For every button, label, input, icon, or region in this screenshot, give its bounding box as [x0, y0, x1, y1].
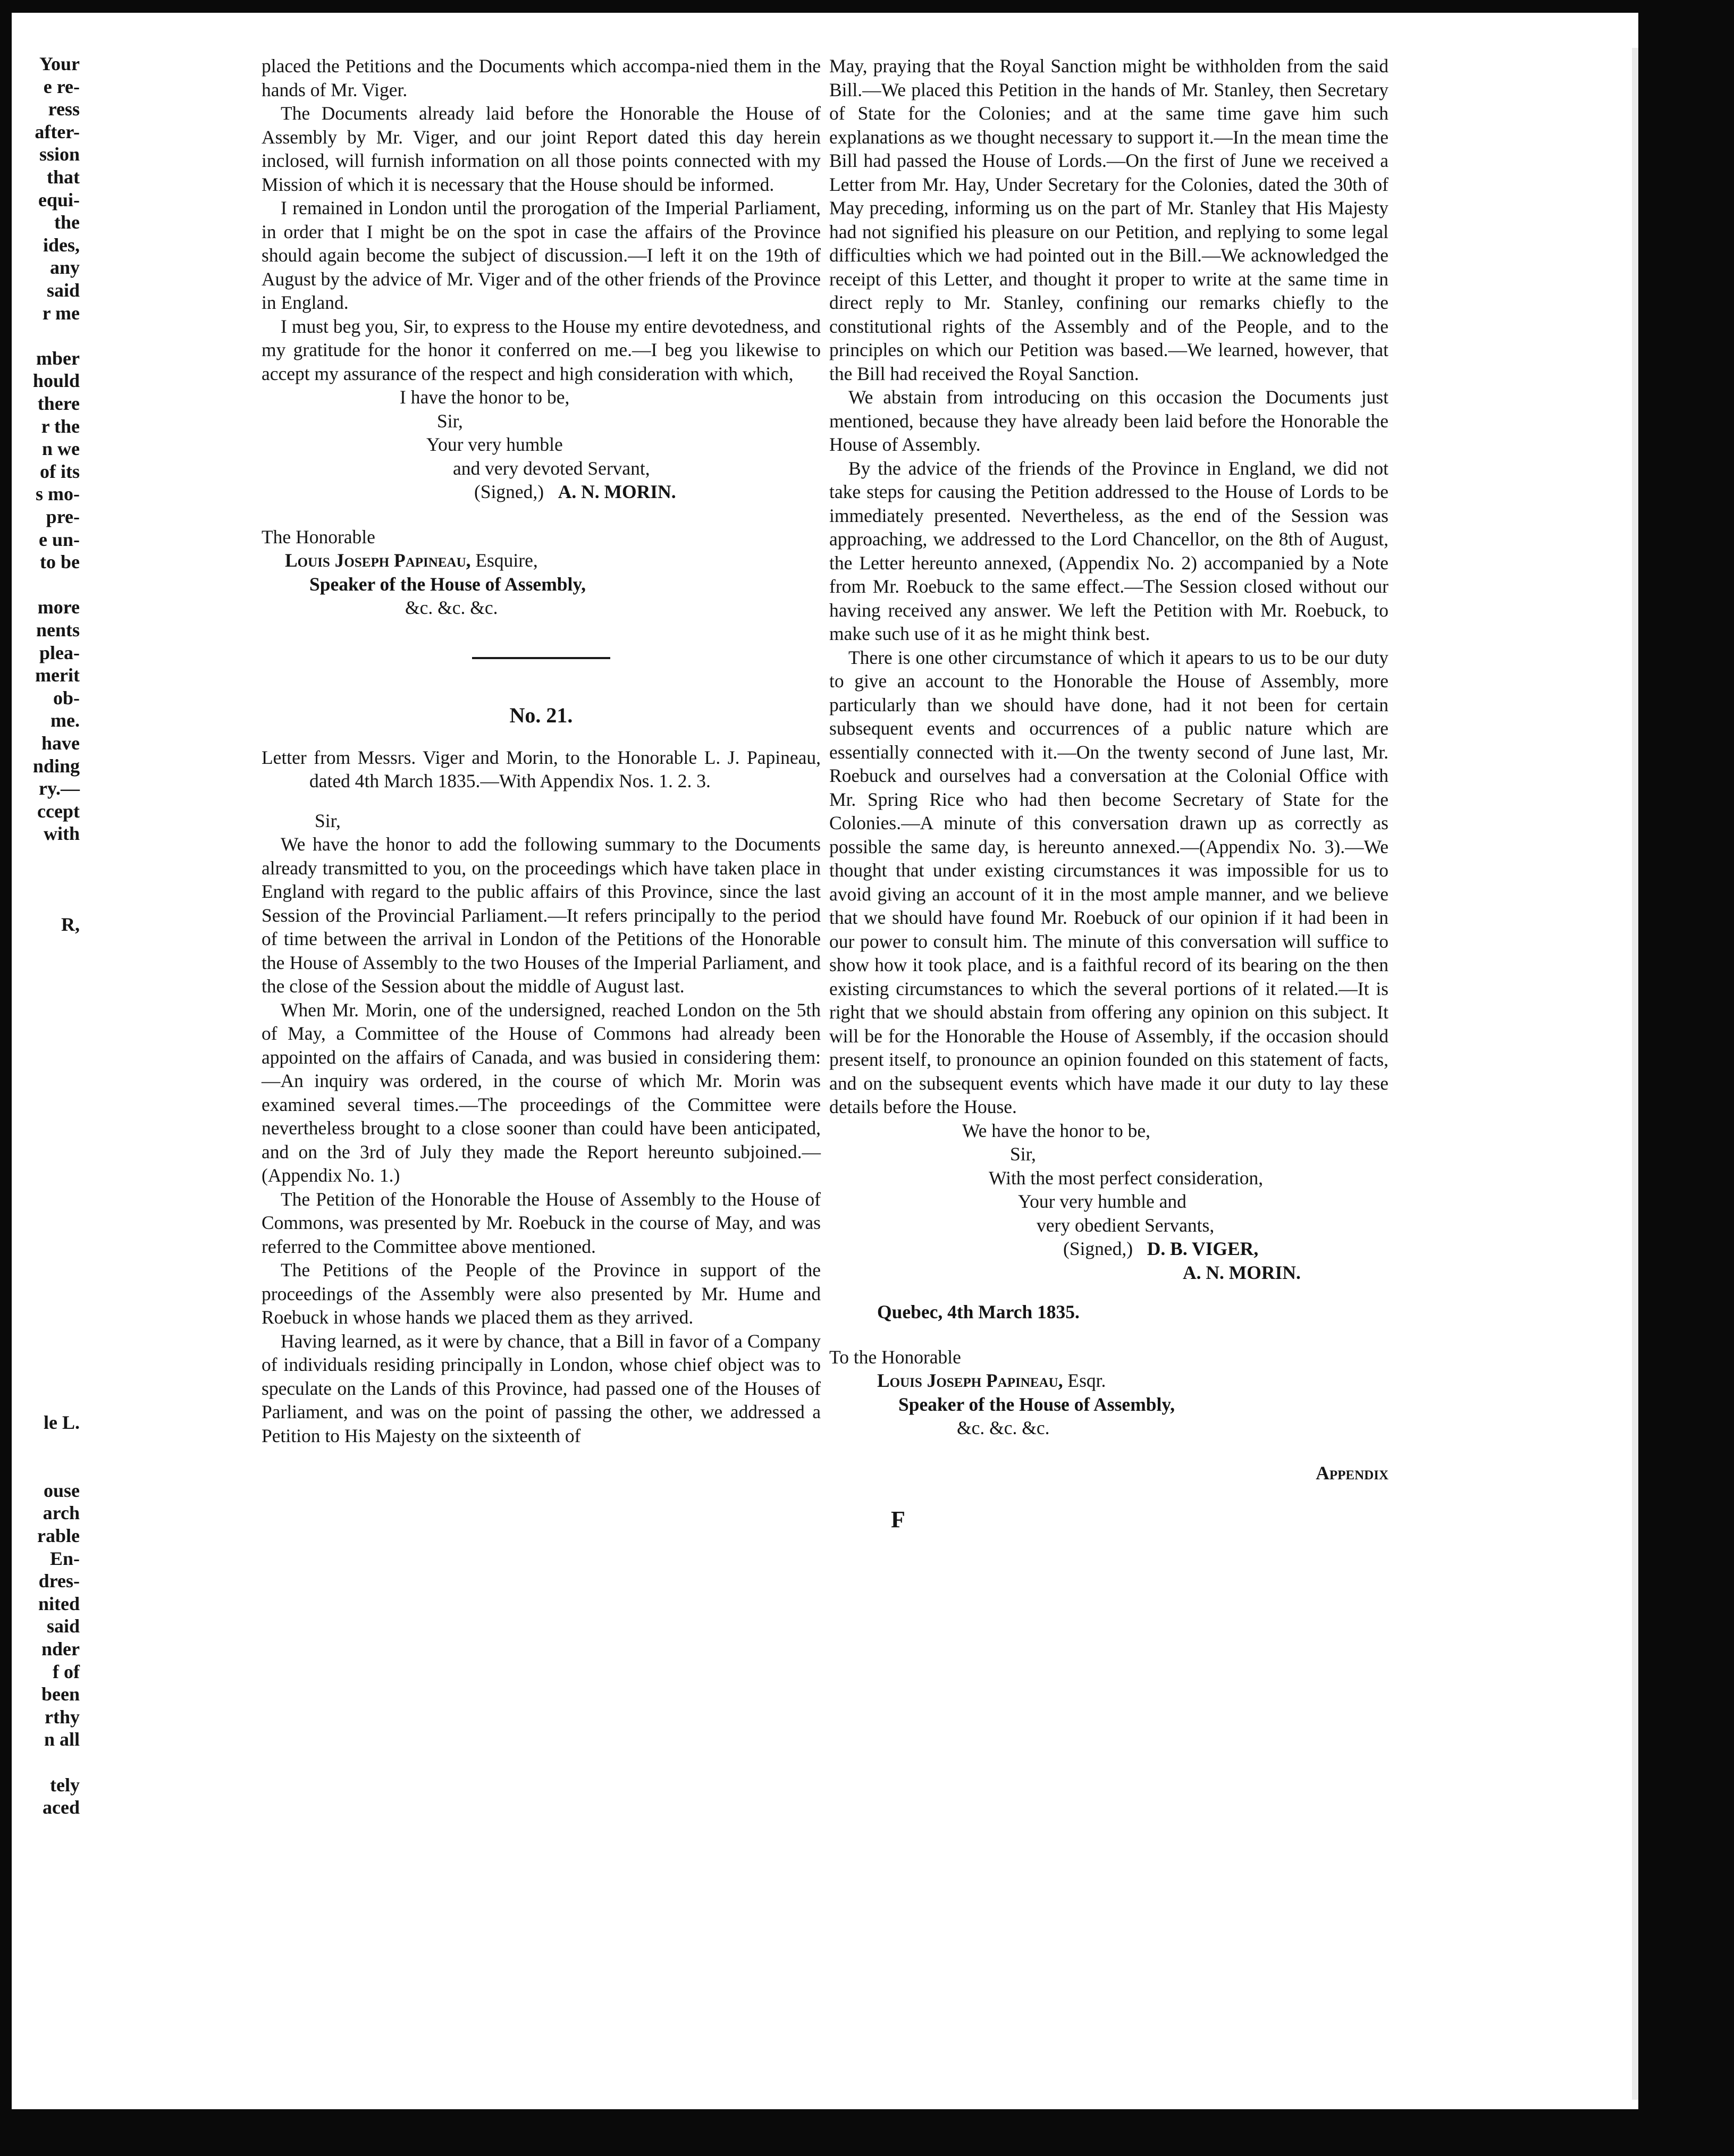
- signer-name: A. N. MORIN.: [1183, 1261, 1301, 1283]
- fragment-text: ssion: [39, 144, 80, 165]
- salutation: Sir,: [315, 810, 341, 831]
- fragment-text: nited: [38, 1593, 80, 1614]
- closing-line: and very devoted Servant,: [453, 457, 650, 479]
- fragment-text: R,: [61, 913, 80, 935]
- fragment-text: the: [54, 212, 80, 233]
- addressee-name: Louis Joseph Papineau,: [877, 1370, 1063, 1391]
- catchword: Appendix: [1316, 1462, 1388, 1484]
- fragment-text: me.: [50, 710, 80, 731]
- fragment-text: En-: [49, 1547, 80, 1569]
- page-edge-shadow: [1632, 48, 1638, 2100]
- fragment-text: of its: [40, 460, 80, 482]
- fragment-text: after-: [35, 121, 80, 142]
- fragment-text: tely: [50, 1774, 80, 1796]
- document-number: No. 21.: [509, 703, 573, 727]
- addressee-name: Louis Joseph Papineau,: [285, 550, 471, 571]
- fragment-text: equi-: [38, 189, 80, 210]
- fragment-text: dres-: [38, 1570, 80, 1592]
- addressee-line: [262, 549, 821, 572]
- paragraph: placed the Petitions and the Documents which accompa-nied them in the hands of Mr. Viger.: [262, 55, 821, 100]
- closing-line: Your very humble: [426, 434, 563, 455]
- fragment-text: that: [47, 166, 80, 188]
- paragraph: I must beg you, Sir, to express to the House my entire devotedness, and my gratitude for the honor it conferred on me.—I beg you likewise to accept my assurance of the respect and high consideration with which,: [262, 315, 821, 384]
- fragment-text: rable: [37, 1525, 80, 1546]
- paragraph: Having learned, as it were by chance, that a Bill in favor of a Company of individuals residing principally in London, whose chief object was to speculate on the Lands of this Province, had passed one of the Houses of Parliament, and was on the point of passing the other, we addressed a Petition to His Majesty on the sixteenth of: [262, 1330, 821, 1446]
- closing-line: Sir,: [437, 410, 463, 432]
- right-column: [829, 54, 1388, 1532]
- paragraph: When Mr. Morin, one of the undersigned, reached London on the 5th of May, a Committee of the House of Commons had already been appointed on the affairs of Canada, and was busied in considering them:—An inquiry was ordered, in the course of which Mr. Morin was examined several times.—The proceedings of the Committee were nevertheless brought to a close sooner than could have been anticipated, and on the 3rd of July they made the Report hereunto subjoined.—(Appendix No. 1.): [262, 999, 821, 1186]
- fragment-text: with: [43, 823, 80, 845]
- addressee-line: &c. &c. &c.: [405, 597, 498, 618]
- fragment-text: nding: [32, 755, 80, 777]
- fragment-text: Your: [39, 53, 80, 74]
- fragment-text: ccept: [37, 800, 80, 822]
- fragment-text: nder: [41, 1638, 80, 1660]
- fragment-text: e un-: [38, 528, 80, 550]
- addressee-line: Speaker of the House of Assembly,: [309, 573, 586, 595]
- signed-label: (Signed,): [474, 481, 544, 502]
- fragment-text: f of: [53, 1661, 80, 1682]
- fragment-text: r the: [41, 415, 80, 437]
- fragment-text: ides,: [43, 234, 80, 256]
- fragment-text: ouse: [43, 1479, 80, 1501]
- closing-line: We have the honor to be,: [962, 1119, 1150, 1141]
- fragment-text: mber: [36, 347, 80, 369]
- paragraph: May, praying that the Royal Sanction might be withholden from the said Bill.—We placed this Petition in the hands of Mr. Stanley, then Secretary of State for the Colonies; and at the same time gave him such explanations as we thought necessary to support it.—In the mean time the Bill had passed the House of Lords.—On the first of June we received a Letter from Mr. Hay, Under Secretary for the Colonies, dated the 30th of May preceding, informing us on the part of Mr. Stanley that His Majesty had not signified his pleasure on our Petition, and replying to some legal difficulties which we had pointed out in the Bill.—We acknowledged the receipt of this Letter, and thought it proper to write at the same time in direct reply to Mr. Stanley, confining our remarks chiefly to the constitutional rights of the Assembly and of the People, and to the principles on which our Petition was based.—We learned, however, that the Bill had received the Royal Sanction.: [829, 55, 1388, 384]
- signed-label: (Signed,): [1063, 1238, 1133, 1259]
- fragment-text: nents: [36, 619, 80, 641]
- fragment-text: more: [37, 596, 80, 618]
- paragraph: I remained in London until the prorogation of the Imperial Parliament, in order that I might be on the spot in case the affairs of the Province should again become the subject of discussion.—I left it on the 19th of August by the advice of Mr. Viger and of the other friends of the Province in England.: [262, 197, 821, 313]
- fragment-text: r me: [42, 302, 80, 324]
- fragment-text: to be: [40, 551, 80, 573]
- fragment-text: le L.: [44, 1412, 80, 1433]
- addressee-title: Esquire,: [475, 550, 538, 571]
- signature-mark: F: [891, 1506, 905, 1532]
- fragment-text: aced: [43, 1797, 80, 1818]
- fragment-text: ry.—: [39, 778, 80, 799]
- fragment-text: plea-: [39, 642, 80, 663]
- addressee-line: Speaker of the House of Assembly,: [898, 1393, 1175, 1415]
- fragment-text: arch: [43, 1502, 80, 1524]
- fragment-text: hould: [32, 370, 80, 392]
- addressee-line: [829, 1369, 1388, 1393]
- paragraph: We have the honor to add the following summary to the Documents already transmitted to you, on the proceedings which have taken place in England with regard to the public affairs of this Province, since the last Session of the Provincial Parliament.—It refers principally to the period of time between the arrival in London of the Petitions of the Honorable the House of Assembly to the two Houses of the Imperial Parliament, and the close of the Session about the middle of August last.: [262, 833, 821, 997]
- addressee-line: &c. &c. &c.: [957, 1417, 1050, 1438]
- left-column: [262, 54, 821, 1447]
- fragment-text: ress: [48, 98, 80, 120]
- signature-line: [829, 1237, 1388, 1261]
- fragment-text: n we: [42, 438, 80, 460]
- fragment-text: have: [41, 732, 80, 754]
- fragment-text: any: [49, 257, 80, 279]
- scan-left-border: [0, 13, 12, 2109]
- fragment-text: merit: [35, 664, 80, 686]
- paragraph: The Petitions of the People of the Province in support of the proceedings of the Assembly were also presented by Mr. Hume and Roebuck in whose hands we placed them as they arrived.: [262, 1259, 821, 1328]
- fragment-text: ob-: [53, 687, 80, 709]
- paragraph: We abstain from introducing on this occasion the Documents just mentioned, because they have already been laid before the Honorable the House of Assembly.: [829, 386, 1388, 455]
- addressee-line: To the Honorable: [829, 1346, 961, 1368]
- fragment-text: n all: [44, 1729, 80, 1750]
- fragment-text: e re-: [43, 75, 80, 97]
- closing-line: very obedient Servants,: [1037, 1214, 1215, 1236]
- closing-line: I have the honor to be,: [400, 386, 570, 408]
- scan-right-border: [1638, 13, 1734, 2109]
- fragment-text: there: [37, 393, 80, 414]
- fragment-text: been: [41, 1683, 80, 1705]
- closing-line: With the most perfect consideration,: [989, 1167, 1264, 1189]
- dateline: Quebec, 4th March 1835.: [877, 1301, 1080, 1323]
- fragment-text: rthy: [45, 1706, 80, 1728]
- signer-name: D. B. VIGER,: [1147, 1238, 1259, 1259]
- fragment-text: pre-: [46, 506, 80, 527]
- addressee-line: The Honorable: [262, 526, 375, 548]
- signature-line: [262, 480, 821, 504]
- fragment-text: s mo-: [36, 483, 80, 505]
- fragment-text: said: [46, 280, 80, 301]
- closing-line: Your very humble and: [1018, 1191, 1186, 1212]
- document-heading: Letter from Messrs. Viger and Morin, to the Honorable L. J. Papineau, dated 4th March 1835.—With Appendix Nos. 1. 2. 3.: [262, 746, 821, 791]
- signer-name: A. N. MORIN.: [558, 481, 676, 502]
- fragment-text: said: [46, 1615, 80, 1637]
- paragraph: The Documents already laid before the Honorable the House of Assembly by Mr. Viger, and our joint Report dated this day herein inclosed, will furnish information on all those points connected with my Mission of which it is necessary that the House should be informed.: [262, 103, 821, 195]
- paragraph: The Petition of the Honorable the House of Assembly to the House of Commons, was presented by Mr. Roebuck in the course of May, and was referred to the Committee above mentioned.: [262, 1188, 821, 1257]
- addressee-title: Esqr.: [1067, 1370, 1106, 1391]
- paragraph: There is one other circumstance of which it apears to us to be our duty to give an account to the Honorable the House of Assembly, more particularly than we should have done, had it not been for certain subsequent events and occurrences of a public nature which are essentially connected with it.—On the twenty second of June last, Mr. Roebuck and ourselves had a conversation at the Colonial Office with Mr. Spring Rice who had then become Secretary of State for the Colonies.—A minute of this conversation drawn up as correctly as possible the same day, is hereunto annexed.—(Appendix No. 3).—We thought that under existing circumstances it was impossible for us to avoid giving an account of it in the most ample manner, and we believe that we should have found Mr. Roebuck of our opinion if it had been in our power to consult him. The minute of this conversation will suffice to show how it took place, and is a faithful record of its bearing on the then existing circumstances to which the several portions of it related.—It is right that we should abstain from offering any opinion on this subject. It will be for the Honorable the House of Assembly, if the occasion should present itself, to pronounce an opinion founded on this statement of facts, and on the subsequent events which have made it our duty to lay these details before the House.: [829, 646, 1388, 1117]
- scan-top-border: [0, 0, 1734, 13]
- scan-bottom-border: [0, 2109, 1734, 2156]
- paragraph: By the advice of the friends of the Province in England, we did not take steps for causing the Petition addressed to the House of Lords to be immediately presented. Nevertheless, as the end of the Session was approaching, we addressed to the Lord Chancellor, on the 8th of August, the Letter hereunto annexed, (Appendix No. 2) accompanied by a Note from Mr. Roebuck to the same effect.—The Session closed without our having received any answer. We left the Petition with Mr. Roebuck, to make such use of it as he might think best.: [829, 457, 1388, 644]
- closing-line: Sir,: [1010, 1143, 1036, 1165]
